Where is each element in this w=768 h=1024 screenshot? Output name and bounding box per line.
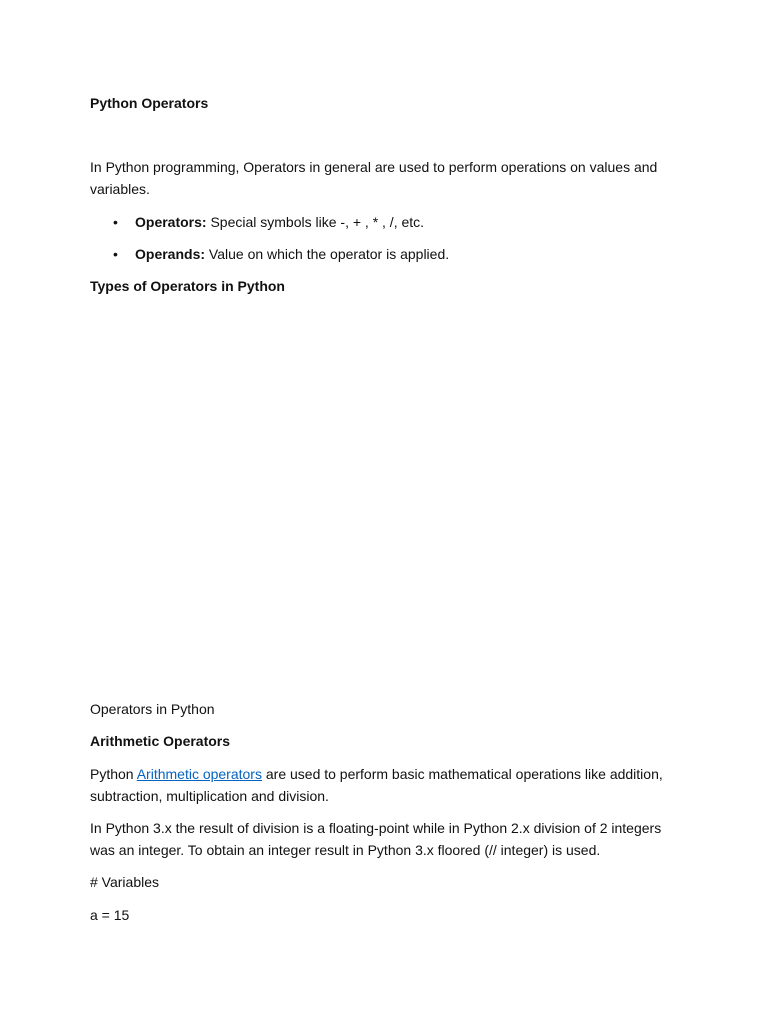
figure-caption: Operators in Python xyxy=(90,701,215,717)
list-item-term: Operators: xyxy=(135,214,207,230)
list-item-text xyxy=(135,243,449,265)
intro-paragraph: In Python programming, Operators in general are used to perform operations on values and variables. xyxy=(90,159,658,197)
arithmetic-operators-link[interactable]: Arithmetic operators xyxy=(136,766,262,782)
arithmetic-paragraph xyxy=(90,763,675,807)
arithmetic-prefix: Python xyxy=(90,766,137,782)
code-comment: # Variables xyxy=(90,874,160,890)
list-item-term: Operands: xyxy=(135,246,206,262)
section-heading-arithmetic: Arithmetic Operators xyxy=(90,733,231,749)
bullet-icon: • xyxy=(113,214,118,230)
section-heading-types: Types of Operators in Python xyxy=(90,278,285,294)
arithmetic-suffix: are used to perform basic mathematical operations like addition, subtraction, multiplication and division. xyxy=(90,766,663,804)
list-item-description: Special symbols like -, + , * , /, etc. xyxy=(206,214,425,230)
page-title: Python Operators xyxy=(90,95,209,111)
code-line: a = 15 xyxy=(90,907,130,923)
list-item-description: Value on which the operator is applied. xyxy=(205,246,450,262)
division-paragraph: In Python 3.x the result of division is a floating-point while in Python 2.x division of 2 integers was an integer. To obtain an integer result in Python 3.x floored (// integer) is used. xyxy=(90,820,662,858)
bullet-icon: • xyxy=(113,246,118,262)
list-item-text xyxy=(135,211,424,233)
